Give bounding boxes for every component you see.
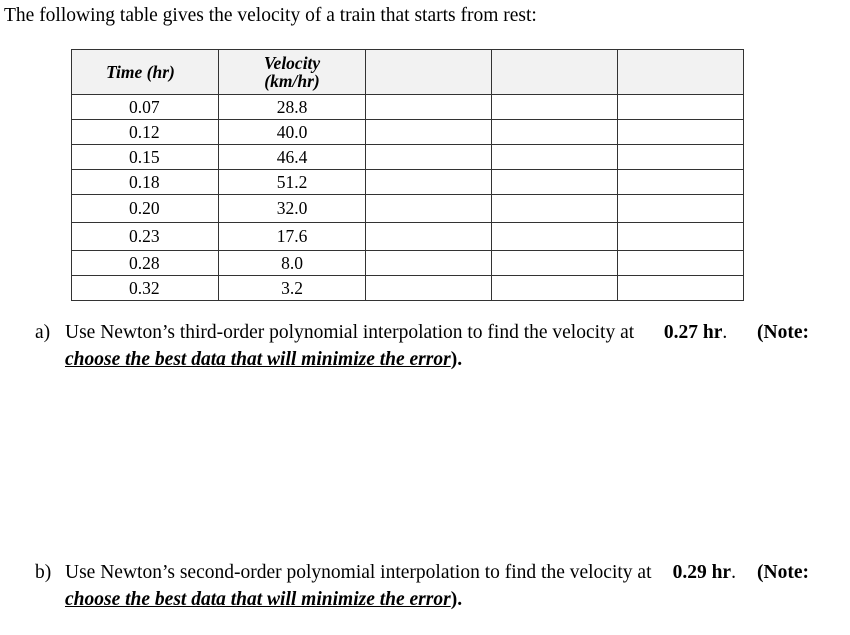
velocity-cell: 46.4 [219,145,366,170]
velocity-cell: 3.2 [219,276,366,301]
table-row [72,276,744,301]
velocity-header-line1: Velocity [263,53,321,73]
empty-cell [492,95,618,120]
table-row [72,145,744,170]
question-b-line1 [65,559,809,586]
question-b-note-open: (Note: [757,562,809,583]
velocity-cell: 40.0 [219,120,366,145]
empty-cell [492,251,618,276]
question-a-period: . [722,322,728,343]
time-cell: 0.12 [72,120,219,145]
question-a-value-group [664,319,727,346]
empty-cell [492,223,618,251]
empty-cell [492,120,618,145]
question-b-note: choose the best data that will minimize the error [65,589,451,610]
question-a-line1 [65,319,809,346]
time-cell: 0.32 [72,276,219,301]
empty-cell [492,170,618,195]
velocity-cell: 17.6 [219,223,366,251]
table-header-row [72,50,744,95]
velocity-table [71,49,744,301]
empty-header-cell [492,50,618,95]
empty-cell [492,195,618,223]
time-header: Time (hr) [72,50,219,95]
velocity-header-line2: (km/hr) [264,71,320,91]
empty-cell [618,195,744,223]
empty-cell [618,251,744,276]
empty-cell [492,145,618,170]
question-a-label: a) [35,322,51,343]
empty-cell [492,276,618,301]
empty-cell [618,120,744,145]
question-a-value: 0.27 hr [663,322,723,343]
time-cell: 0.15 [72,145,219,170]
time-cell: 0.23 [72,223,219,251]
question-a-note: choose the best data that will minimize the error [65,349,451,370]
empty-cell [366,195,492,223]
question-a-text: Use Newton’s third-order polynomial interpolation to find the velocity at [65,322,635,343]
table-row [72,195,744,223]
time-cell: 0.18 [72,170,219,195]
question-a-note-close: ). [450,349,463,370]
table-row [72,223,744,251]
empty-cell [366,223,492,251]
question-b-label: b) [35,562,52,583]
velocity-cell: 28.8 [219,95,366,120]
empty-cell [618,223,744,251]
velocity-cell: 51.2 [219,170,366,195]
table-row [72,95,744,120]
intro-text: The following table gives the velocity of a train that starts from rest: [4,5,537,26]
question-b-value: 0.29 hr [672,562,732,583]
empty-header-cell [366,50,492,95]
question-b [35,559,809,613]
empty-cell [618,276,744,301]
empty-cell [618,95,744,120]
table-row [72,120,744,145]
question-b-value-group [673,559,736,586]
question-b-period: . [731,562,736,583]
empty-cell [366,251,492,276]
question-b-line2 [65,586,809,613]
question-b-note-close: ). [450,589,463,610]
question-a-note-open: (Note: [757,322,809,343]
time-cell: 0.20 [72,195,219,223]
velocity-cell: 32.0 [219,195,366,223]
velocity-cell: 8.0 [219,251,366,276]
time-cell: 0.07 [72,95,219,120]
empty-cell [366,170,492,195]
empty-cell [618,145,744,170]
table-row [72,170,744,195]
question-a-line2 [65,346,809,373]
time-cell: 0.28 [72,251,219,276]
empty-cell [366,276,492,301]
empty-cell [366,120,492,145]
empty-cell [618,170,744,195]
empty-cell [366,145,492,170]
question-a [35,319,809,373]
empty-header-cell [618,50,744,95]
question-b-text: Use Newton’s second-order polynomial interpolation to find the velocity at [65,562,652,583]
empty-cell [366,95,492,120]
velocity-header [219,50,366,95]
table-row [72,251,744,276]
